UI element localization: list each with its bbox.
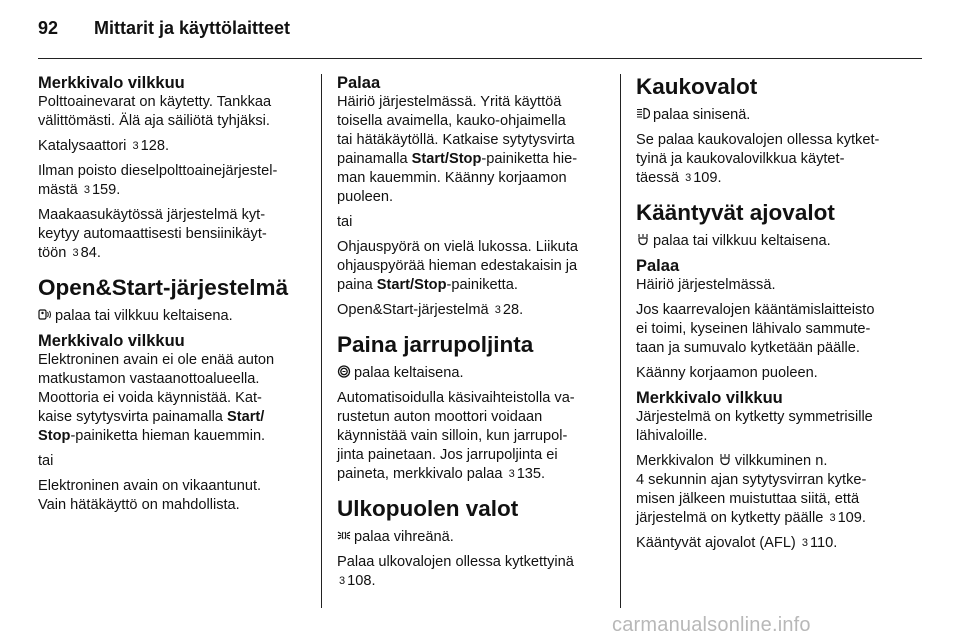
page-ref-arrow-icon: 3: [83, 184, 90, 196]
page-ref-arrow-icon: 3: [494, 304, 501, 316]
text-line: tai: [38, 453, 54, 469]
text-line: palaa tai vilkkuu keltaisena.: [38, 307, 306, 326]
watermark: carmanualsonline.info: [612, 614, 811, 636]
section-title-brake: Paina jarrupoljinta: [337, 332, 534, 357]
section-key-warning: [38, 332, 306, 446]
page-number: 92: [38, 18, 59, 38]
text-line: Häiriö järjestelmässä. Yritä käyttöä: [337, 94, 562, 110]
open-start-key-icon: [38, 308, 52, 321]
paragraph: [38, 162, 306, 200]
section-title-adaptive-lights: Kääntyvät ajovalot: [636, 200, 835, 225]
text-line: rustetun auton moottori voidaan: [337, 409, 543, 425]
page-ref-arrow-icon: 3: [508, 468, 515, 480]
paragraph: [337, 301, 607, 320]
page-ref[interactable]: 128.: [140, 138, 170, 154]
column-divider-1: [321, 74, 322, 608]
section-fuel-warning: [38, 74, 306, 131]
section-palaa: [636, 257, 908, 295]
section-heading: Merkkivalo vilkkuu: [38, 74, 185, 92]
page-ref-arrow-icon: 3: [339, 575, 346, 587]
text-line: Elektroninen avain ei ole enää auton: [38, 352, 275, 368]
paragraph: [636, 534, 908, 553]
paragraph: [38, 307, 306, 326]
paragraph: [636, 131, 908, 188]
text-line: tai: [337, 214, 353, 230]
text-line: misen jälkeen muistuttaa siitä, että: [636, 491, 860, 507]
text-line: Ilman poisto dieselpolttoainejärjestel-: [38, 163, 278, 179]
text-line: paineta, merkkivalo palaa 3 135.: [337, 466, 546, 482]
text-line: ohjauspyörää hieman edestakaisin ja: [337, 258, 578, 274]
text-line: Käänny korjaamon puoleen.: [636, 365, 818, 381]
paragraph: [38, 206, 306, 263]
adaptive-light-icon: [636, 233, 650, 246]
text-line: Ohjauspyörä on vielä lukossa. Liikuta: [337, 239, 578, 255]
text-line: Kääntyvät ajovalot (AFL) 3 110.: [636, 535, 838, 551]
section-heading: Merkkivalo vilkkuu: [38, 332, 185, 350]
text-line: Jos kaarrevalojen kääntämislaitteisto: [636, 302, 875, 318]
paragraph: [38, 137, 306, 156]
text-line: palaa sinisenä.: [636, 106, 908, 125]
brake-pedal-icon: [337, 365, 351, 378]
page-title: Mittarit ja käyttölaitteet: [94, 18, 291, 38]
text-line: taan ja sumuvalo kytketään päälle.: [636, 340, 860, 356]
text-line: matkustamon vastaanottoalueella.: [38, 371, 260, 387]
text-line: Järjestelmä on kytketty symmetrisille: [636, 409, 873, 425]
page-ref-arrow-icon: 3: [829, 512, 836, 524]
section-heading: Palaa: [337, 74, 381, 92]
paragraph: [337, 238, 607, 295]
section-title-high-beam: Kaukovalot: [636, 74, 758, 99]
text-line: lähivaloille.: [636, 428, 708, 444]
paragraph: [636, 106, 908, 125]
text-line: Open&Start-järjestelmä 3 28.: [337, 302, 524, 318]
page-ref-arrow-icon: 3: [72, 247, 79, 259]
text-line: jinta painetaan. Jos jarrupoljinta ei: [337, 447, 558, 463]
column-divider-2: [620, 74, 621, 608]
column-3: [636, 74, 908, 559]
paragraph: [337, 389, 607, 484]
text-line: palaa vihreänä.: [337, 528, 607, 547]
paragraph: [337, 553, 607, 591]
text-line: käynnistää vain silloin, kun jarrupol-: [337, 428, 568, 444]
adaptive-light-icon: [718, 453, 732, 466]
header-rule: [38, 58, 922, 59]
section-palaa: [337, 74, 607, 207]
paragraph: [636, 301, 908, 358]
text-line: keytyy automaattisesti bensiinikäyt-: [38, 226, 267, 242]
text-line: painamalla Start/Stop-painiketta hie-: [337, 151, 578, 167]
page-header: [38, 18, 918, 50]
page-ref[interactable]: 135.: [516, 466, 546, 482]
section-heading: Merkkivalo vilkkuu: [636, 389, 783, 407]
paragraph: [636, 364, 908, 383]
text-line: [337, 572, 607, 591]
text-line: Automatisoidulla käsivaihteistolla va-: [337, 390, 575, 406]
text-line: Palaa ulkovalojen ollessa kytkettyinä: [337, 554, 574, 570]
text-line: tyinä ja kaukovalovilkkua käytet-: [636, 151, 845, 167]
text-line: Polttoainevarat on käytetty. Tankkaa: [38, 94, 272, 110]
column-2: [337, 74, 607, 597]
page-ref[interactable]: 84.: [80, 245, 101, 261]
page-ref[interactable]: 159.: [91, 182, 121, 198]
text-line: palaa tai vilkkuu keltaisena.: [636, 232, 908, 251]
section-title-open-start: Open&Start-järjestelmä: [38, 275, 289, 300]
page-ref[interactable]: 109.: [837, 510, 866, 526]
text-line: Elektroninen avain on vikaantunut.: [38, 478, 262, 494]
text-line: tai hätäkäytöllä. Katkaise sytytysvirta: [337, 132, 575, 148]
text-line: välittömästi. Älä aja säiliötä tyhjäksi.: [38, 113, 270, 129]
section-title-exterior-lights: Ulkopuolen valot: [337, 496, 519, 521]
text-line: Merkkivalon vilkkuminen n.: [636, 453, 828, 469]
text-line: mästä 3 159.: [38, 182, 121, 198]
paragraph: [337, 213, 607, 232]
page-ref[interactable]: 28.: [502, 302, 524, 318]
paragraph: [636, 232, 908, 251]
text-line: puoleen.: [337, 189, 393, 205]
page-ref-arrow-icon: 3: [685, 172, 692, 184]
page-ref-arrow-icon: 3: [132, 140, 139, 152]
paragraph: [38, 452, 306, 471]
page-ref-arrow-icon: 3: [801, 537, 808, 549]
text-line: ei toimi, kyseinen lähivalo sammute-: [636, 321, 871, 337]
text-line: palaa keltaisena.: [337, 364, 607, 383]
section-symmetric: [636, 389, 908, 446]
paragraph: [38, 477, 306, 515]
text-line: Moottoria ei voida käynnistää. Kat-: [38, 390, 262, 406]
text-line: Se palaa kaukovalojen ollessa kytket-: [636, 132, 880, 148]
text-line: Stop-painiketta hieman kauemmin.: [38, 428, 266, 444]
text-line: Maakaasukäytössä järjestelmä kyt-: [38, 207, 266, 223]
page-ref[interactable]: 108.: [347, 573, 376, 589]
paragraph: [337, 364, 607, 383]
text-line: Häiriö järjestelmässä.: [636, 277, 776, 293]
paragraph: [337, 528, 607, 547]
section-heading: Palaa: [636, 257, 680, 275]
high-beam-icon: [636, 107, 650, 120]
text-line: Vain hätäkäyttö on mahdollista.: [38, 497, 240, 513]
text-line: töön 3 84.: [38, 245, 101, 261]
text-line: Katalysaattori 3 128.: [38, 138, 170, 154]
text-line: järjestelmä on kytketty päälle 3 109.: [636, 510, 866, 526]
text-line: täessä 3 109.: [636, 170, 722, 186]
text-line: kaise sytytysvirta painamalla Start/: [38, 409, 265, 425]
side-lights-icon: [337, 529, 351, 542]
text-line: man kauemmin. Käänny korjaamon: [337, 170, 567, 186]
paragraph: [636, 452, 908, 528]
page-ref[interactable]: 109.: [693, 170, 722, 186]
text-line: 4 sekunnin ajan sytytysvirran kytke-: [636, 472, 867, 488]
page-ref[interactable]: 110.: [810, 535, 838, 551]
column-1: [38, 74, 306, 521]
text-line: paina Start/Stop-painiketta.: [337, 277, 518, 293]
text-line: toisella avaimella, kauko-ohjaimella: [337, 113, 566, 129]
